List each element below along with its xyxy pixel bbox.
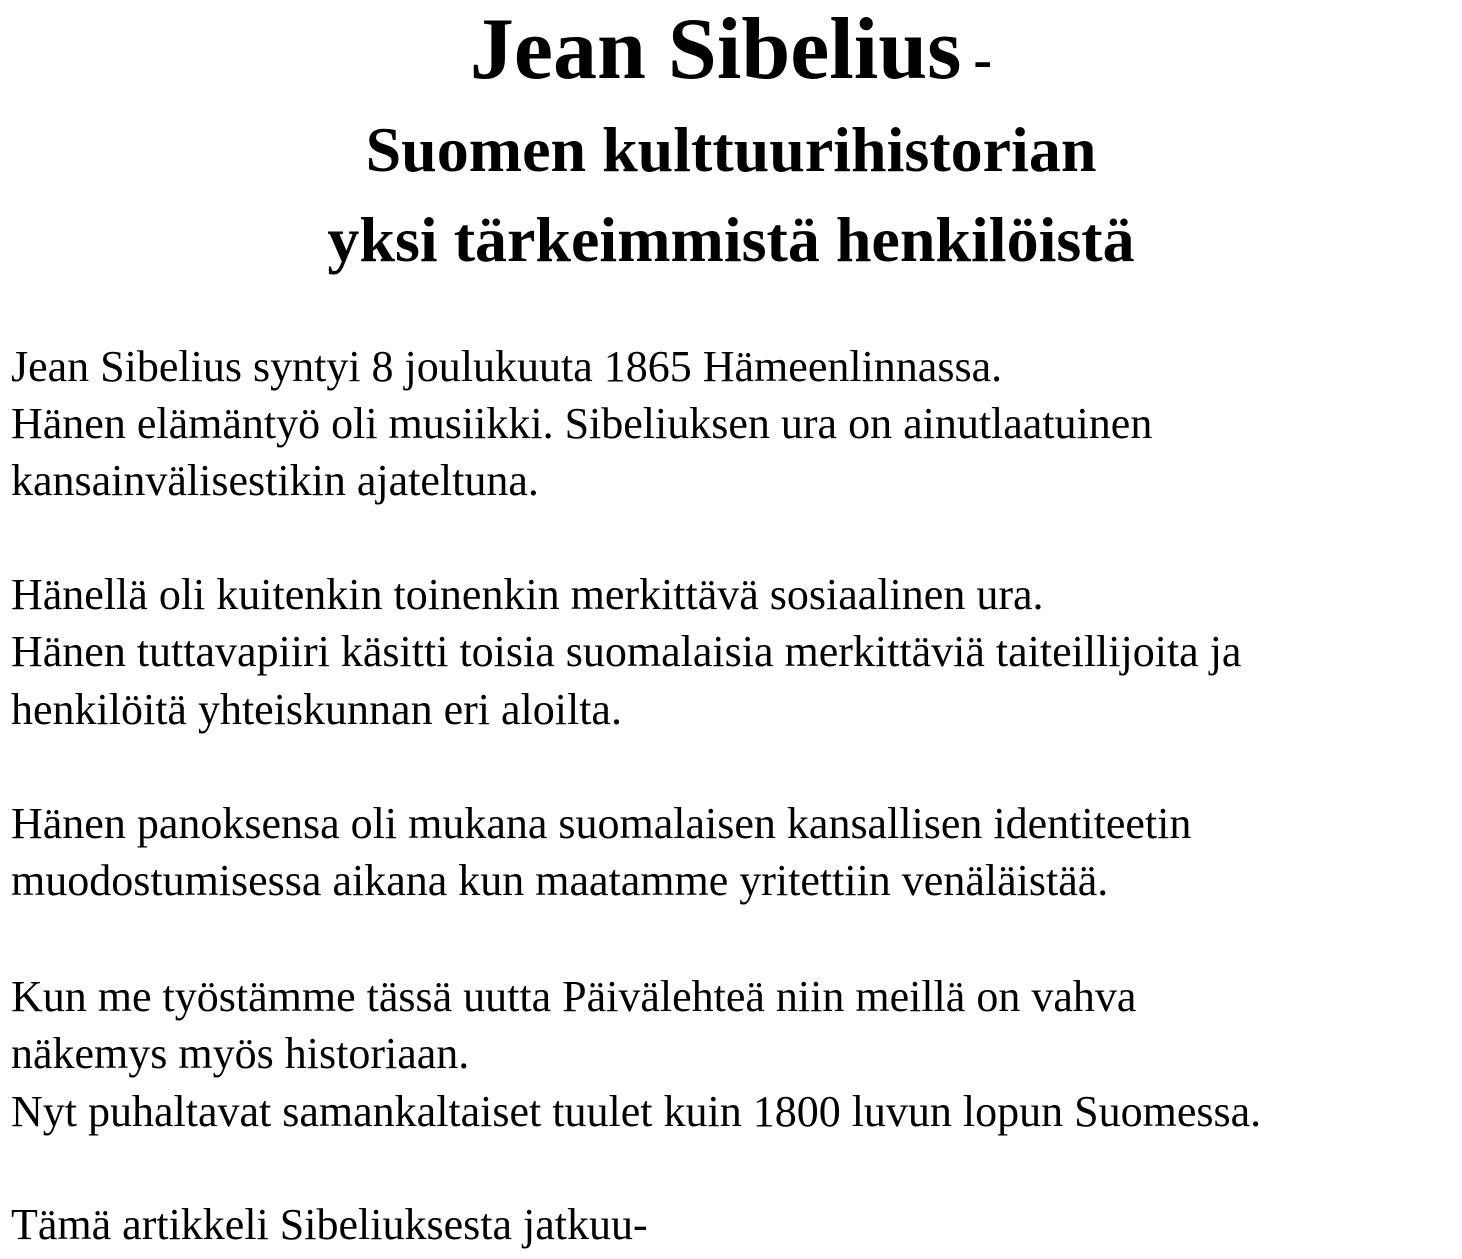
subtitle-line-1: Suomen kulttuurihistorian <box>365 114 1097 185</box>
title-main: Jean Sibelius <box>469 1 962 98</box>
paragraph-1-line-2: Hänen elämäntyö oli musiikki. Sibeliuksen ura on ainutlaatuinen <box>11 399 1153 448</box>
paragraph-4-line-2: näkemys myös historiaan. <box>11 1029 470 1078</box>
paragraph-2-line-1: Hänellä oli kuitenkin toinenkin merkittävä sosiaalinen ura. <box>11 570 1044 619</box>
paragraph-4-line-1: Kun me työstämme tässä uutta Päivälehteä niin meillä on vahva <box>11 972 1137 1021</box>
paragraph-3-line-2: muodostumisessa aikana kun maatamme yritettiin venäläistää. <box>11 856 1109 905</box>
page-title <box>0 1 1462 98</box>
paragraph-2-line-2: Hänen tuttavapiiri käsitti toisia suomalaisia merkittäviä taiteillijoita ja <box>11 627 1242 676</box>
title-dash: - <box>973 29 993 91</box>
paragraph-1-line-1: Jean Sibelius syntyi 8 joulukuuta 1865 Hämeenlinnassa. <box>11 342 1003 391</box>
paragraph-4-line-3: Nyt puhaltavat samankaltaiset tuulet kuin 1800 luvun lopun Suomessa. <box>11 1087 1262 1136</box>
paragraph-3-line-1: Hänen panoksensa oli mukana suomalaisen kansallisen identiteetin <box>11 799 1192 848</box>
subtitle-line-2: yksi tärkeimmistä henkilöistä <box>327 204 1135 275</box>
paragraph-2-line-3: henkilöitä yhteiskunnan eri aloilta. <box>11 685 622 734</box>
paragraph-5-line-1: Tämä artikkeli Sibeliuksesta jatkuu- <box>11 1200 648 1249</box>
paragraph-1-line-3: kansainvälisestikin ajateltuna. <box>11 456 539 505</box>
